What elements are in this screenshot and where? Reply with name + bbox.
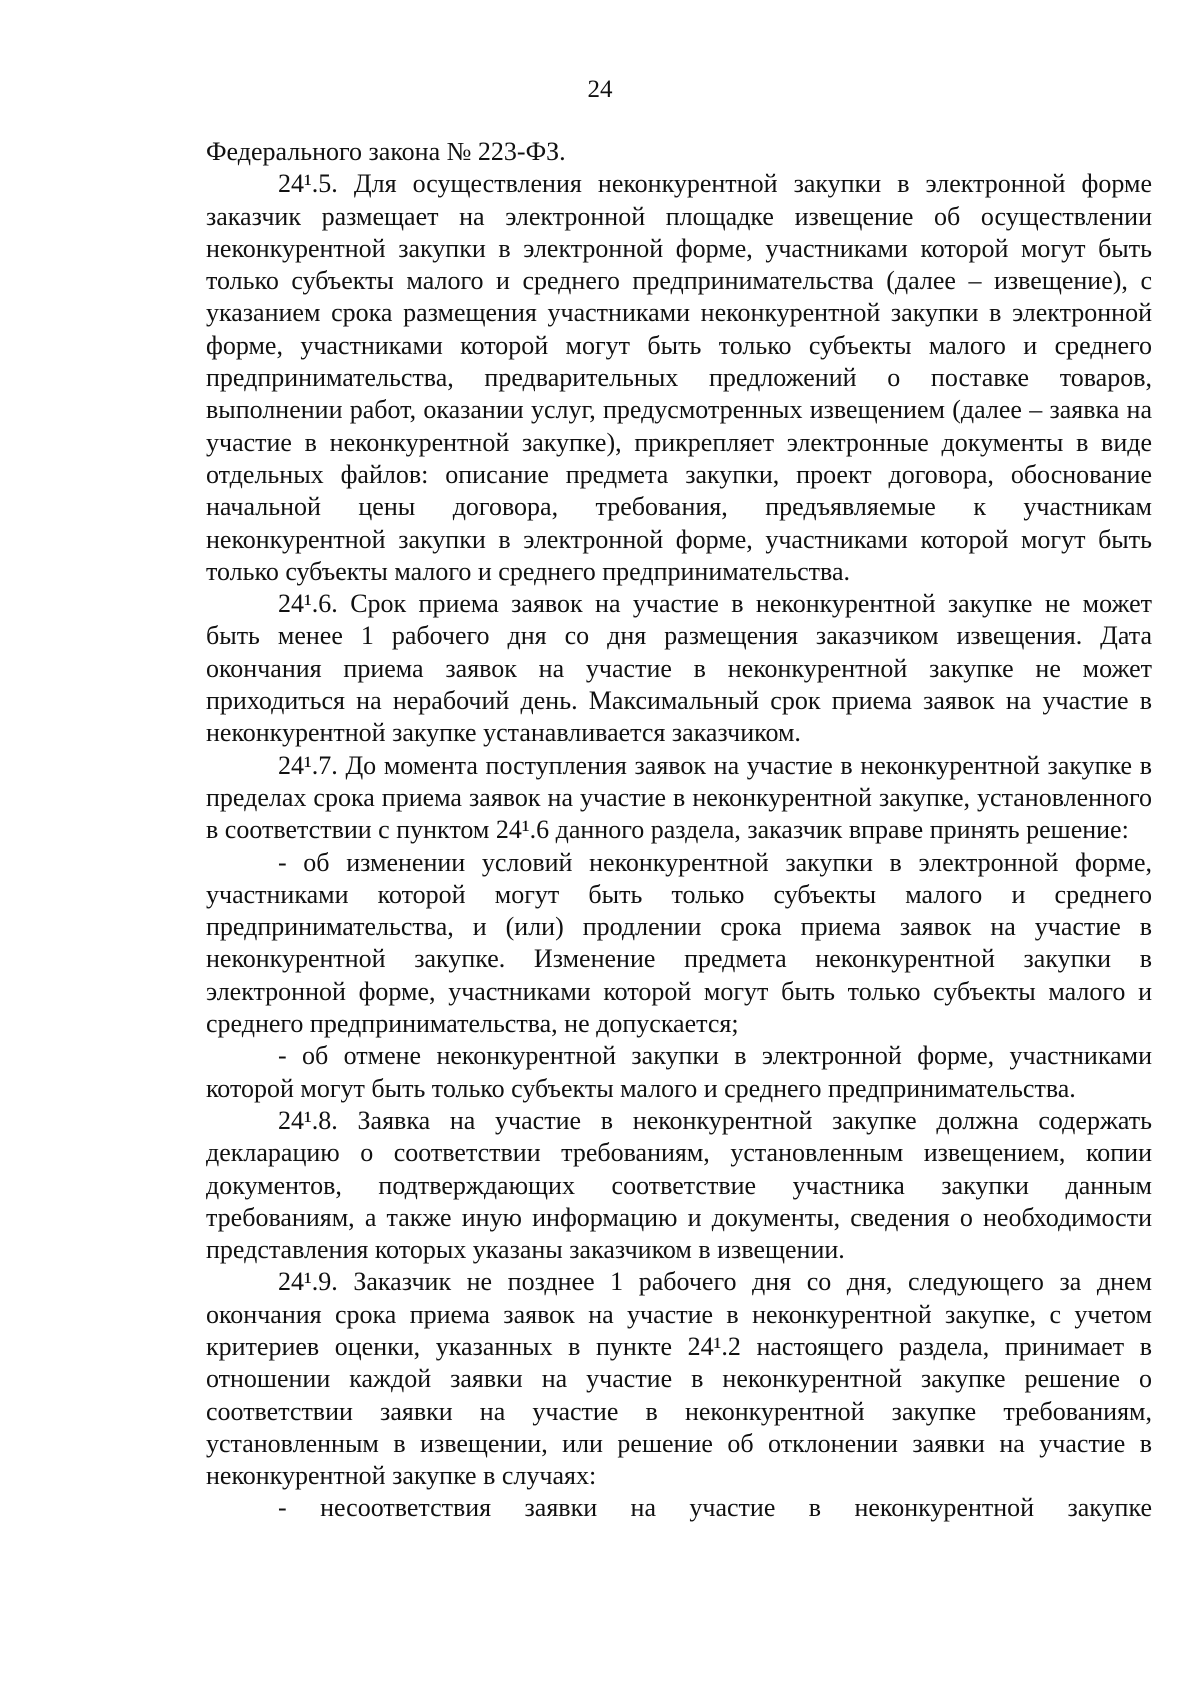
page-number: 24	[587, 76, 613, 103]
list-item-nonconformity: - несоответствия заявки на участие в неконкурентной закупке	[278, 1493, 1152, 1523]
paragraph-24-1-6: 24¹.6. Срок приема заявок на участие в неконкурентной закупке не может быть менее 1 рабочего дня со дня размещения заказчиком извещения. Дата окончания приема заявок на участие в неконкурентной закупке не может приходиться на нерабочий день. Максимальный срок приема заявок на участие в неконкурентной закупке устанавливается заказчиком.	[206, 589, 1152, 748]
list-item-cancel-purchase: - об отмене неконкурентной закупки в электронной форме, участниками которой могут быть только субъекты малого и среднего предпринимательства.	[206, 1041, 1152, 1103]
paragraph-24-1-8: 24¹.8. Заявка на участие в неконкурентной закупке должна содержать декларацию о соответствии требованиям, установленным извещением, копии документов, подтверждающих соответствие участника закупки данным требованиям, а также иную информацию и документы, сведения о необходимости представления которых указаны заказчиком в извещении.	[206, 1105, 1152, 1265]
paragraph-24-1-9: 24¹.9. Заказчик не позднее 1 рабочего дня со дня, следующего за днем окончания срока приема заявок на участие в неконкурентной закупке, с учетом критериев оценки, указанных в пункте 24¹.2 настоящего раздела, принимает в отношении каждой заявки на участие в неконкурентной закупке решение о соответствии заявки на участие в неконкурентной закупке требованиям, установленным в извещении, или решение об отклонении заявки на участие в неконкурентной закупке в случаях:	[206, 1267, 1152, 1491]
paragraph-24-1-5: 24¹.5. Для осуществления неконкурентной закупки в электронной форме заказчик размещает на электронной площадке извещение об осуществлении неконкурентной закупки в электронной форме, участниками которой могут быть только субъекты малого и среднего предпринимательства (далее – извещение), с указанием срока размещения участниками неконкурентной закупки в электронной форме, участниками которой могут быть только субъекты малого и среднего предпринимательства, предварительных предложений о поставке товаров, выполнении работ, оказании услуг, предусмотренных извещением (далее – заявка на участие в неконкурентной закупке), прикрепляет электронные документы в виде отдельных файлов: описание предмета закупки, проект договора, обоснование начальной цены договора, требования, предъявляемые к участникам неконкурентной закупки в электронной форме, участниками которой могут быть только субъекты малого и среднего предпринимательства.	[206, 169, 1152, 586]
document-body	[206, 136, 1152, 1525]
list-item-change-conditions: - об изменении условий неконкурентной закупки в электронной форме, участниками которой могут быть только субъекты малого и среднего предпринимательства, и (или) продлении срока приема заявок на участие в неконкурентной закупке. Изменение предмета неконкурентной закупки в электронной форме, участниками которой могут быть только субъекты малого и среднего предпринимательства, не допускается;	[206, 847, 1152, 1039]
paragraph-24-1-7: 24¹.7. До момента поступления заявок на участие в неконкурентной закупке в пределах срока приема заявок на участие в неконкурентной закупке, установленного в соответствии с пунктом 24¹.6 данного раздела, заказчик вправе принять решение:	[206, 750, 1152, 845]
paragraph-law-reference: Федерального закона № 223-ФЗ.	[206, 137, 566, 166]
